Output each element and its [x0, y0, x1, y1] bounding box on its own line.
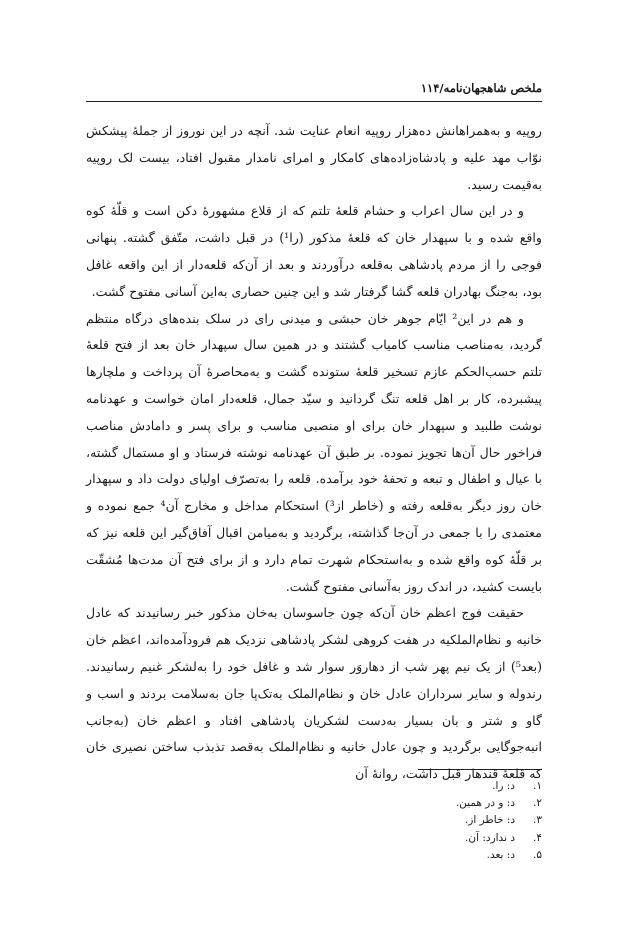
footnote	[86, 812, 542, 829]
footnote-number: ۱.	[533, 780, 542, 792]
footnote	[86, 795, 542, 812]
running-header: ملخص شاهجهان‌نامه/۱۱۴	[420, 81, 542, 95]
header-rule	[86, 101, 542, 102]
footnote-text: د: بعد.	[486, 848, 515, 861]
footnote-number: ۴.	[533, 831, 542, 844]
footnote-number: ۲.	[533, 797, 542, 810]
footnote-number: ۳.	[533, 814, 542, 827]
footnote-text: د: خاطر از.	[464, 814, 515, 827]
footnote-rule	[418, 769, 542, 770]
footnote	[86, 830, 542, 847]
footnote-number: ۵.	[533, 848, 542, 861]
footnote-text: د ندارد: آن.	[465, 831, 515, 844]
paragraph: حقیقت فوج اعظم خان آن‌که چون جاسوسان به‌خان مذکور خبر رسانیدند که عادل خانیه و نظام‌الملکیه در هفت کروهی لشکر پادشاهی نزدیک هم فرودآمده‌اند، اعظم خان (بعد⁵) از یک نیم پهر شب از دهاروَر سوار شد و غافل خود را به‌لشکر غنیم رسانیدند. رندوله و سایر سرداران عادل خان و نظام‌الملک به‌تک‌پا جان به‌سلامت بردند و اسب و گاو و شتر و بان بسیار به‌دست لشکریان پادشاهی افتاد و اعظم خان (به‌جانب انبه‌جوگایی برگردید و چون عادل خانیه و نظام‌الملک به‌قصد تذبذب ساختن نصیری خان که قلعهٔ قندهار قبل داشت، روانهٔ آن	[86, 605, 542, 782]
paragraph: و در این سال اعراب و حشام قلعهٔ تلتم که از قلاع مشهورهٔ دکن است و قلّهٔ کوه واقع شده و با سپهدار خان که قلعهٔ مذکور (را¹) در قبل داشت، متّفق گشته. پنهانی فوجی را از مردم پادشاهی به‌قلعه درآوردند و بعد از آن‌که قلعه‌دار از این واقعه غافل بود، به‌جنگ بهادران قلعه گشا گرفتار شد و این چنین حصاری به‌این آسانی مفتوح گشت.	[86, 203, 542, 299]
paragraph: و هم در این² ایّام جوهر خان حبشی و میدنی رای در سلک بنده‌های درگاه منتظم گردید، به‌مناصب مناسب کامیاب گشتند و در همین سال سپهدار خان بعد از فتح قلعهٔ تلتم حسب‌الحکم عازم تسخیر قلعهٔ ستونده گشت و به‌محاصرهٔ آن پرداخت و ملچارها پیشبرده، کار بر اهل قلعه تنگ گردانید و سیّد جمال، قلعه‌دار امان خواست و عهدنامه نوشت طلبید و سپهدار خان برای او منصبی مناسب و برای پسر و دامادش مناصب فراخور حال آن‌ها تجویز نموده. بر طبق آن عهدنامه نوشته فرستاد و او مستمال گشته، با عیال و اطفال و تبعه و تحفهٔ خود برآمده. قلعه را به‌تصرّف اولیای دولت داد و سپهدار خان روز دیگر به‌قلعه رفته و (خاطر از³) استحکام مداخل و مخارج آن⁴ جمع نموده و معتمدی را با جمعی در آن‌جا گذاشته، برگردید و به‌میامن اقبال آفاق‌گیر این قلعه نیز که بر قلّهٔ کوه واقع شده و به‌استحکام شهرت تمام دارد و از برای فتح آن مدت‌ها مُشقّت بایست کشید، در اندک روز به‌آسانی مفتوح گشت.	[86, 310, 543, 594]
paragraph: روپیه و به‌همراهانش ده‌هزار روپیه انعام عنایت شد. آنچه در این نوروز از جملهٔ پیشکش نوّاب مهد علیه و پادشاه‌زاده‌های کامکار و امرای نامدار مقبول افتاد، بیست لک روپیه به‌قیمت رسید.	[86, 123, 542, 192]
footnote	[86, 847, 542, 864]
footnotes-list	[86, 778, 542, 864]
footnote-text: د: را.	[492, 780, 515, 792]
footnote-text: د: و در همین.	[455, 797, 515, 810]
main-text	[86, 118, 542, 788]
footnote	[86, 778, 542, 795]
